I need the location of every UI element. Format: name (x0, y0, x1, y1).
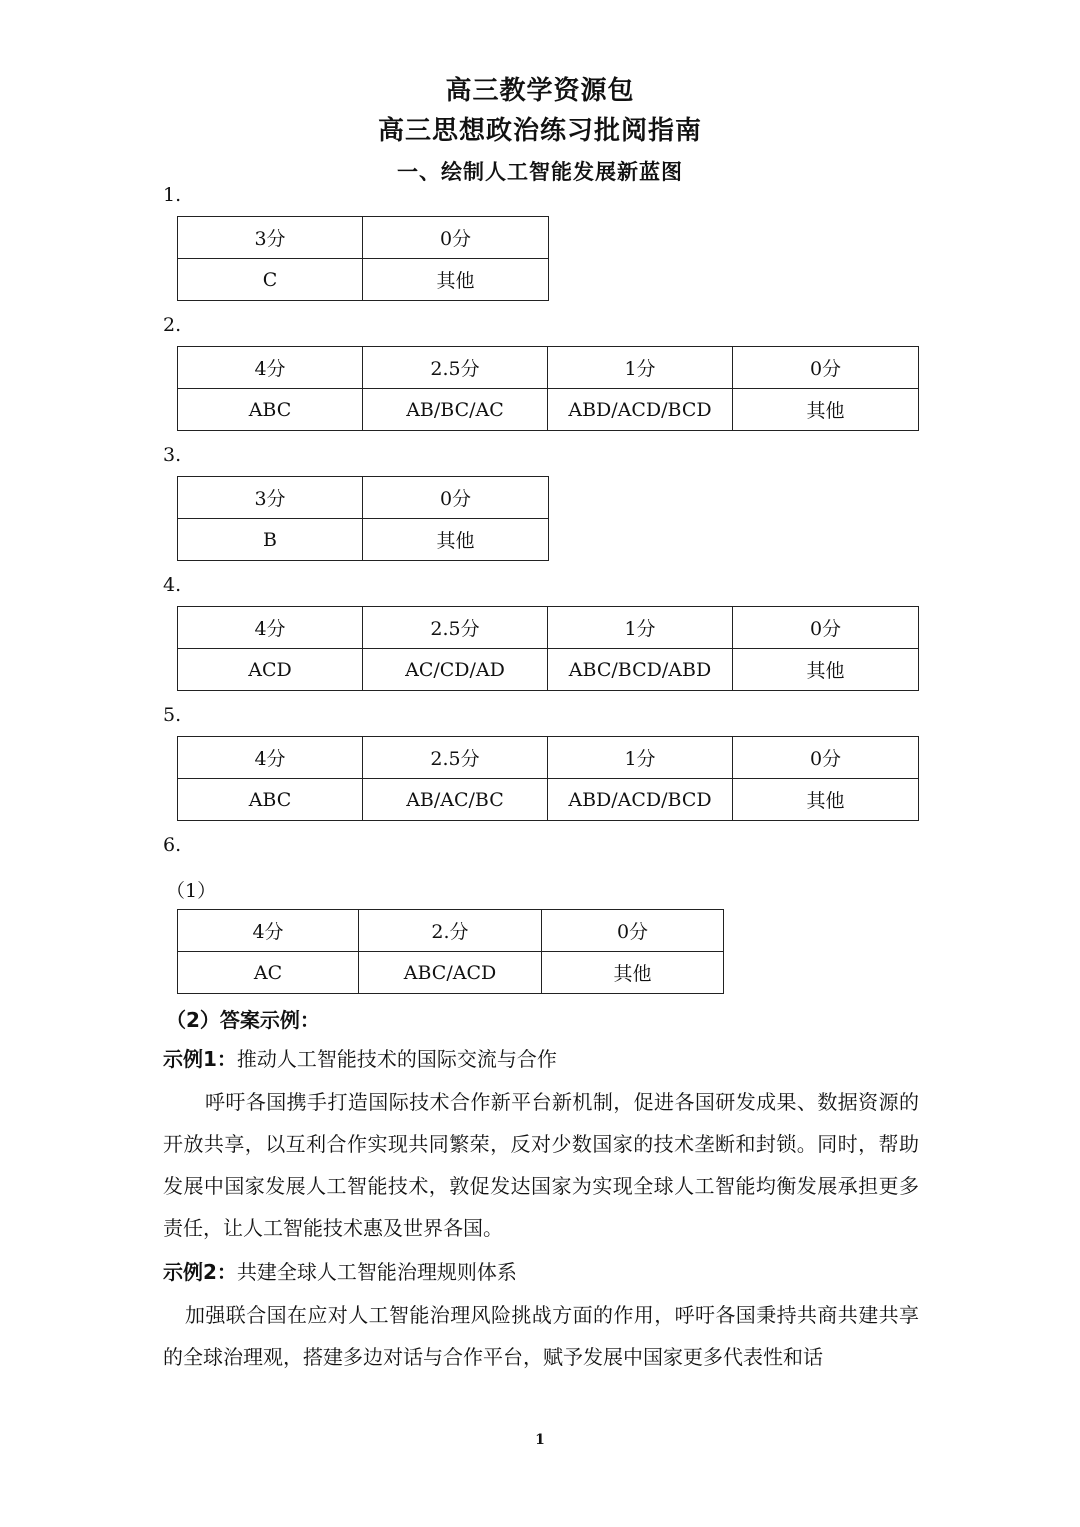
answer-cell: 其他 (733, 389, 919, 431)
answer-example-heading: （2）答案示例： (166, 1008, 320, 1032)
answer-cell: AB/BC/AC (363, 389, 548, 431)
table-row (178, 649, 919, 691)
score-cell: 3分 (178, 477, 363, 519)
score-cell: 4分 (178, 347, 363, 389)
table-row (178, 477, 549, 519)
answer-cell: 其他 (733, 649, 919, 691)
answer-cell: B (178, 519, 363, 561)
question-number: 2. (163, 314, 182, 336)
table-row (178, 910, 724, 952)
doc-title: 高三教学资源包 (445, 76, 635, 106)
score-cell: 4分 (178, 737, 363, 779)
example-1-text: 呼吁各国携手打造国际技术合作新平台新机制，促进各国研发成果、数据资源的开放共享，以互利合作实现共同繁荣，反对少数国家的技术垄断和封锁。同时，帮助发展中国家发展人工智能技术，敦促发达国家为实现全球人工智能均衡发展承担更多责任，让人工智能技术惠及世界各国。 (163, 1090, 919, 1240)
page-number: 1 (535, 1432, 545, 1448)
score-cell: 3分 (178, 217, 363, 259)
answer-cell: ABC (178, 389, 363, 431)
example-2-heading (163, 1251, 919, 1293)
answer-cell: AC/CD/AD (363, 649, 548, 691)
answer-cell: ABC/BCD/ABD (548, 649, 733, 691)
answer-cell: 其他 (542, 952, 724, 994)
answer-cell: AB/AC/BC (363, 779, 548, 821)
example-2-title: 共建全球人工智能治理规则体系 (236, 1260, 517, 1284)
answer-cell: ABC (178, 779, 363, 821)
table-row (178, 519, 549, 561)
score-cell: 2.分 (359, 910, 542, 952)
table-row (178, 607, 919, 649)
answer-cell: 其他 (733, 779, 919, 821)
score-cell: 4分 (178, 910, 359, 952)
score-table-q4 (177, 606, 919, 691)
question-number: 4. (163, 574, 182, 596)
answer-cell: ABD/ACD/BCD (548, 779, 733, 821)
doc-subtitle: 高三思想政治练习批阅指南 (377, 116, 702, 146)
score-table-q2 (177, 346, 919, 431)
score-cell: 1分 (548, 347, 733, 389)
score-cell: 0分 (363, 217, 549, 259)
score-table-q3 (177, 476, 549, 561)
answer-cell: C (178, 259, 363, 301)
question-number: 5. (163, 704, 182, 726)
section-heading: 一、绘制人工智能发展新蓝图 (397, 160, 683, 184)
score-cell: 2.5分 (363, 607, 548, 649)
example-1-label: 示例1： (163, 1047, 237, 1071)
table-row (178, 737, 919, 779)
score-table-q6 (177, 909, 724, 994)
score-cell: 0分 (363, 477, 549, 519)
score-cell: 1分 (548, 607, 733, 649)
table-row (178, 952, 724, 994)
table-row (178, 259, 549, 301)
score-cell: 1分 (548, 737, 733, 779)
score-cell: 2.5分 (363, 347, 548, 389)
example-1-heading (163, 1038, 919, 1080)
answer-cell: AC (178, 952, 359, 994)
score-cell: 4分 (178, 607, 363, 649)
score-cell: 0分 (733, 607, 919, 649)
score-cell: 2.5分 (363, 737, 548, 779)
table-row (178, 347, 919, 389)
answer-cell: ACD (178, 649, 363, 691)
answer-cell: 其他 (363, 259, 549, 301)
score-cell: 0分 (733, 737, 919, 779)
score-cell: 0分 (542, 910, 724, 952)
example-2-text: 加强联合国在应对人工智能治理风险挑战方面的作用，呼吁各国秉持共商共建共享的全球治理观，搭建多边对话与合作平台，赋予发展中国家更多代表性和话 (163, 1303, 919, 1369)
question-number: 3. (163, 444, 182, 466)
example-2-label: 示例2： (163, 1260, 237, 1284)
score-table-q1 (177, 216, 549, 301)
question-number: 1. (163, 184, 182, 206)
answer-cell: ABC/ACD (359, 952, 542, 994)
table-row (178, 389, 919, 431)
table-row (178, 217, 549, 259)
answer-cell: 其他 (363, 519, 549, 561)
sub-question-label: （1） (166, 880, 217, 902)
question-number: 6. (163, 834, 182, 856)
score-cell: 0分 (733, 347, 919, 389)
score-table-q5 (177, 736, 919, 821)
example-1-title: 推动人工智能技术的国际交流与合作 (236, 1047, 557, 1071)
answer-cell: ABD/ACD/BCD (548, 389, 733, 431)
table-row (178, 779, 919, 821)
